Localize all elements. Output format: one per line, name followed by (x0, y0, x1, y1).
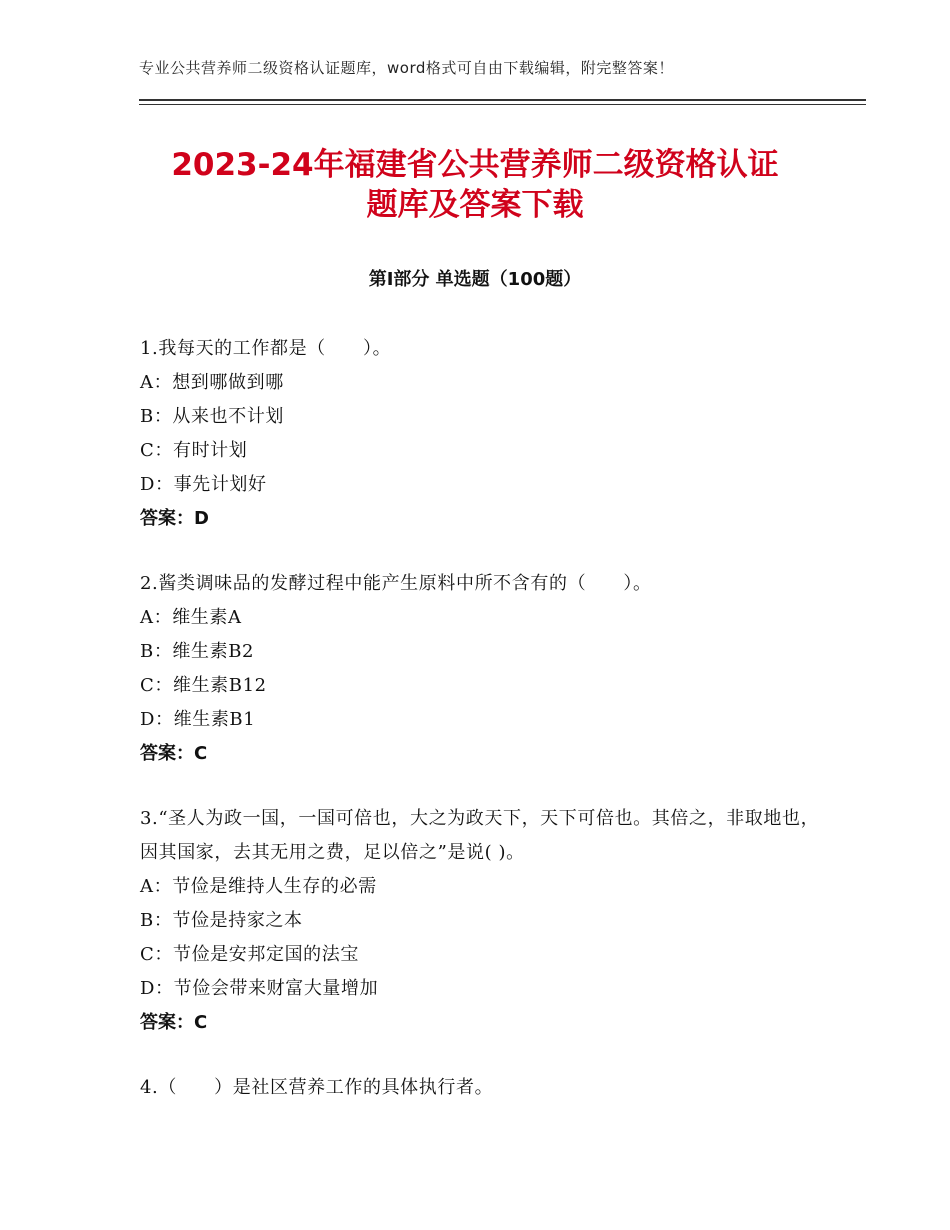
question-3 (140, 802, 820, 1040)
answer: 答案：D (140, 508, 209, 529)
option-d: D：维生素B1 (140, 709, 256, 730)
option-b: B：维生素B2 (140, 641, 255, 662)
question-2 (140, 567, 820, 771)
header-note: 专业公共营养师二级资格认证题库，word格式可自由下载编辑，附完整答案！ (139, 59, 674, 77)
option-a: A：维生素A (140, 607, 242, 628)
option-c: C：有时计划 (140, 440, 248, 461)
question-stem: 3.“圣人为政一国，一国可倍也，大之为政天下，天下可倍也。其倍之，非取地也，因其国家，去其无用之费，足以倍之”是说( )。 (140, 808, 820, 863)
document-title (120, 145, 830, 225)
option-a: A：想到哪做到哪 (140, 372, 284, 393)
option-d: D：节俭会带来财富大量增加 (140, 978, 379, 999)
section-title: 第Ⅰ部分 单选题（100题） (368, 269, 582, 290)
question-stem: 2.酱类调味品的发酵过程中能产生原料中所不含有的（ ）。 (140, 573, 652, 594)
question-4 (140, 1071, 820, 1105)
option-b: B：节俭是持家之本 (140, 910, 303, 931)
option-a: A：节俭是维持人生存的必需 (140, 876, 377, 897)
option-b: B：从来也不计划 (140, 406, 285, 427)
question-list (140, 332, 820, 1136)
option-c: C：节俭是安邦定国的法宝 (140, 944, 359, 965)
document-title-line-2: 题库及答案下载 (366, 187, 584, 223)
question-stem: 4.（ ）是社区营养工作的具体执行者。 (140, 1077, 494, 1098)
option-c: C：维生素B12 (140, 675, 267, 696)
option-d: D：事先计划好 (140, 474, 267, 495)
question-1 (140, 332, 820, 536)
header-rule-thin (139, 104, 866, 105)
answer: 答案：C (140, 1012, 208, 1033)
header-rule-thick (139, 99, 866, 101)
question-stem: 1.我每天的工作都是（ ）。 (140, 338, 392, 359)
answer: 答案：C (140, 743, 208, 764)
document-title-line-1: 2023-24年福建省公共营养师二级资格认证 (171, 147, 779, 183)
